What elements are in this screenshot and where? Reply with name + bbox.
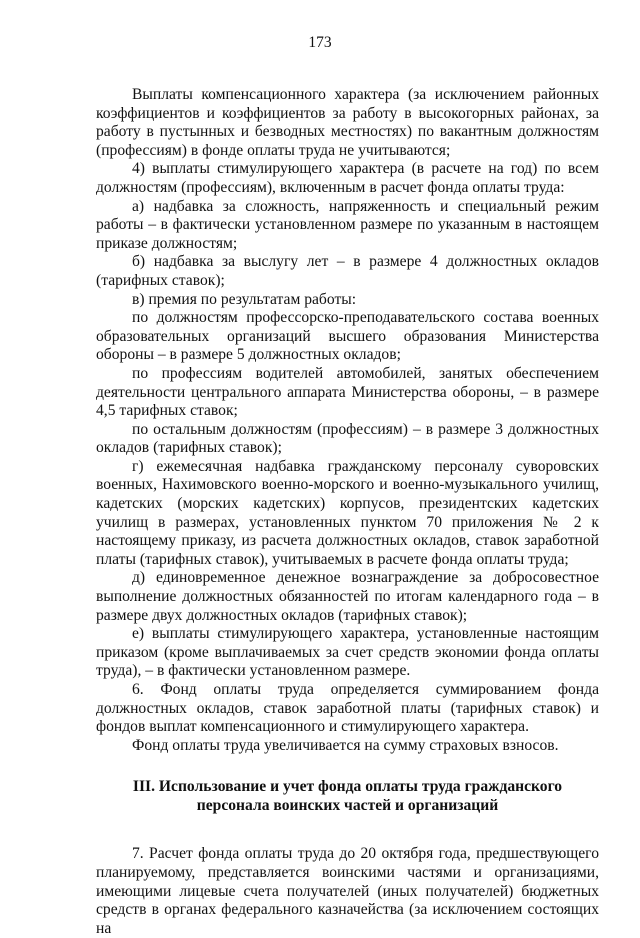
paragraph-item-d: д) единовременное денежное вознаграждение за добросовестное выполнение должностных обязанностей по итогам календарного года – в размере двух должностных окладов (тарифных ставок); xyxy=(96,569,599,624)
section-heading: III. Использование и учет фонда оплаты труда гражданского персонала воинских частей и организаций xyxy=(132,778,563,815)
paragraph-other-positions: по остальным должностям (профессиям) – в размере 3 должностных окладов (тарифных ставок); xyxy=(96,420,599,457)
paragraph-item-e: е) выплаты стимулирующего характера, установленные настоящим приказом (кроме выплачиваемых за счет средств экономии фонда оплаты труда), – в фактически установленном размере. xyxy=(96,625,599,680)
body-text xyxy=(96,86,599,755)
paragraph-insurance: Фонд оплаты труда увеличивается на сумму страховых взносов. xyxy=(132,736,559,754)
paragraph-item-v: в) премия по результатам работы: xyxy=(132,290,357,308)
paragraph-point-7: 7. Расчет фонда оплаты труда до 20 октября года, предшествующего планируемому, представляется воинскими частями и организациями, имеющими лицевые счета получателей (иных получателей) бюджетных средств в органах федерального казначейства (за исключением состоящих на xyxy=(96,845,599,937)
paragraph-point-6: 6. Фонд оплаты труда определяется суммированием фонда должностных окладов, ставок заработной платы (тарифных ставок) и фондов выплат компенсационного и стимулирующего характера. xyxy=(96,681,599,736)
paragraph-item-a: а) надбавка за сложность, напряженность и специальный режим работы – в фактически установленном размере по указанным в настоящем приказе должностям; xyxy=(96,197,599,252)
paragraph-incentive-payments: 4) выплаты стимулирующего характера (в расчете на год) по всем должностям (профессиям), включенным в расчет фонда оплаты труда: xyxy=(96,160,599,196)
paragraph-drivers: по профессиям водителей автомобилей, занятых обеспечением деятельности центрального аппарата Министерства обороны, – в размере 4,5 тарифных ставок; xyxy=(96,364,599,420)
paragraph-professors: по должностям профессорско-преподавательского состава военных образовательных организаций высшего образования Министерства обороны – в размере 5 должностных окладов; xyxy=(96,309,599,364)
body-text-after-heading xyxy=(96,845,599,938)
paragraph-vacancy-exclusion: Выплаты компенсационного характера (за исключением районных коэффициентов и коэффициентов за работу в высокогорных районах, за работу в пустынных и безводных местностях) по вакантным должностям (профессиям) в фонде оплаты труда не учитываются; xyxy=(96,86,599,159)
page-number: 173 xyxy=(308,34,332,51)
paragraph-item-b: б) надбавка за выслугу лет – в размере 4 должностных окладов (тарифных ставок); xyxy=(96,253,599,289)
paragraph-item-g: г) ежемесячная надбавка гражданскому персоналу суворовских военных, Нахимовского военно-морского и военно-музыкального училищ, кадетских (морских кадетских) корпусов, президентских кадетских училищ в размерах, установленных пунктом 70 приложения № 2 к настоящему приказу, из расчета должностных окладов, ставок заработной платы (тарифных ставок), учитываемых в расчете фонда оплаты труда; xyxy=(96,457,599,568)
